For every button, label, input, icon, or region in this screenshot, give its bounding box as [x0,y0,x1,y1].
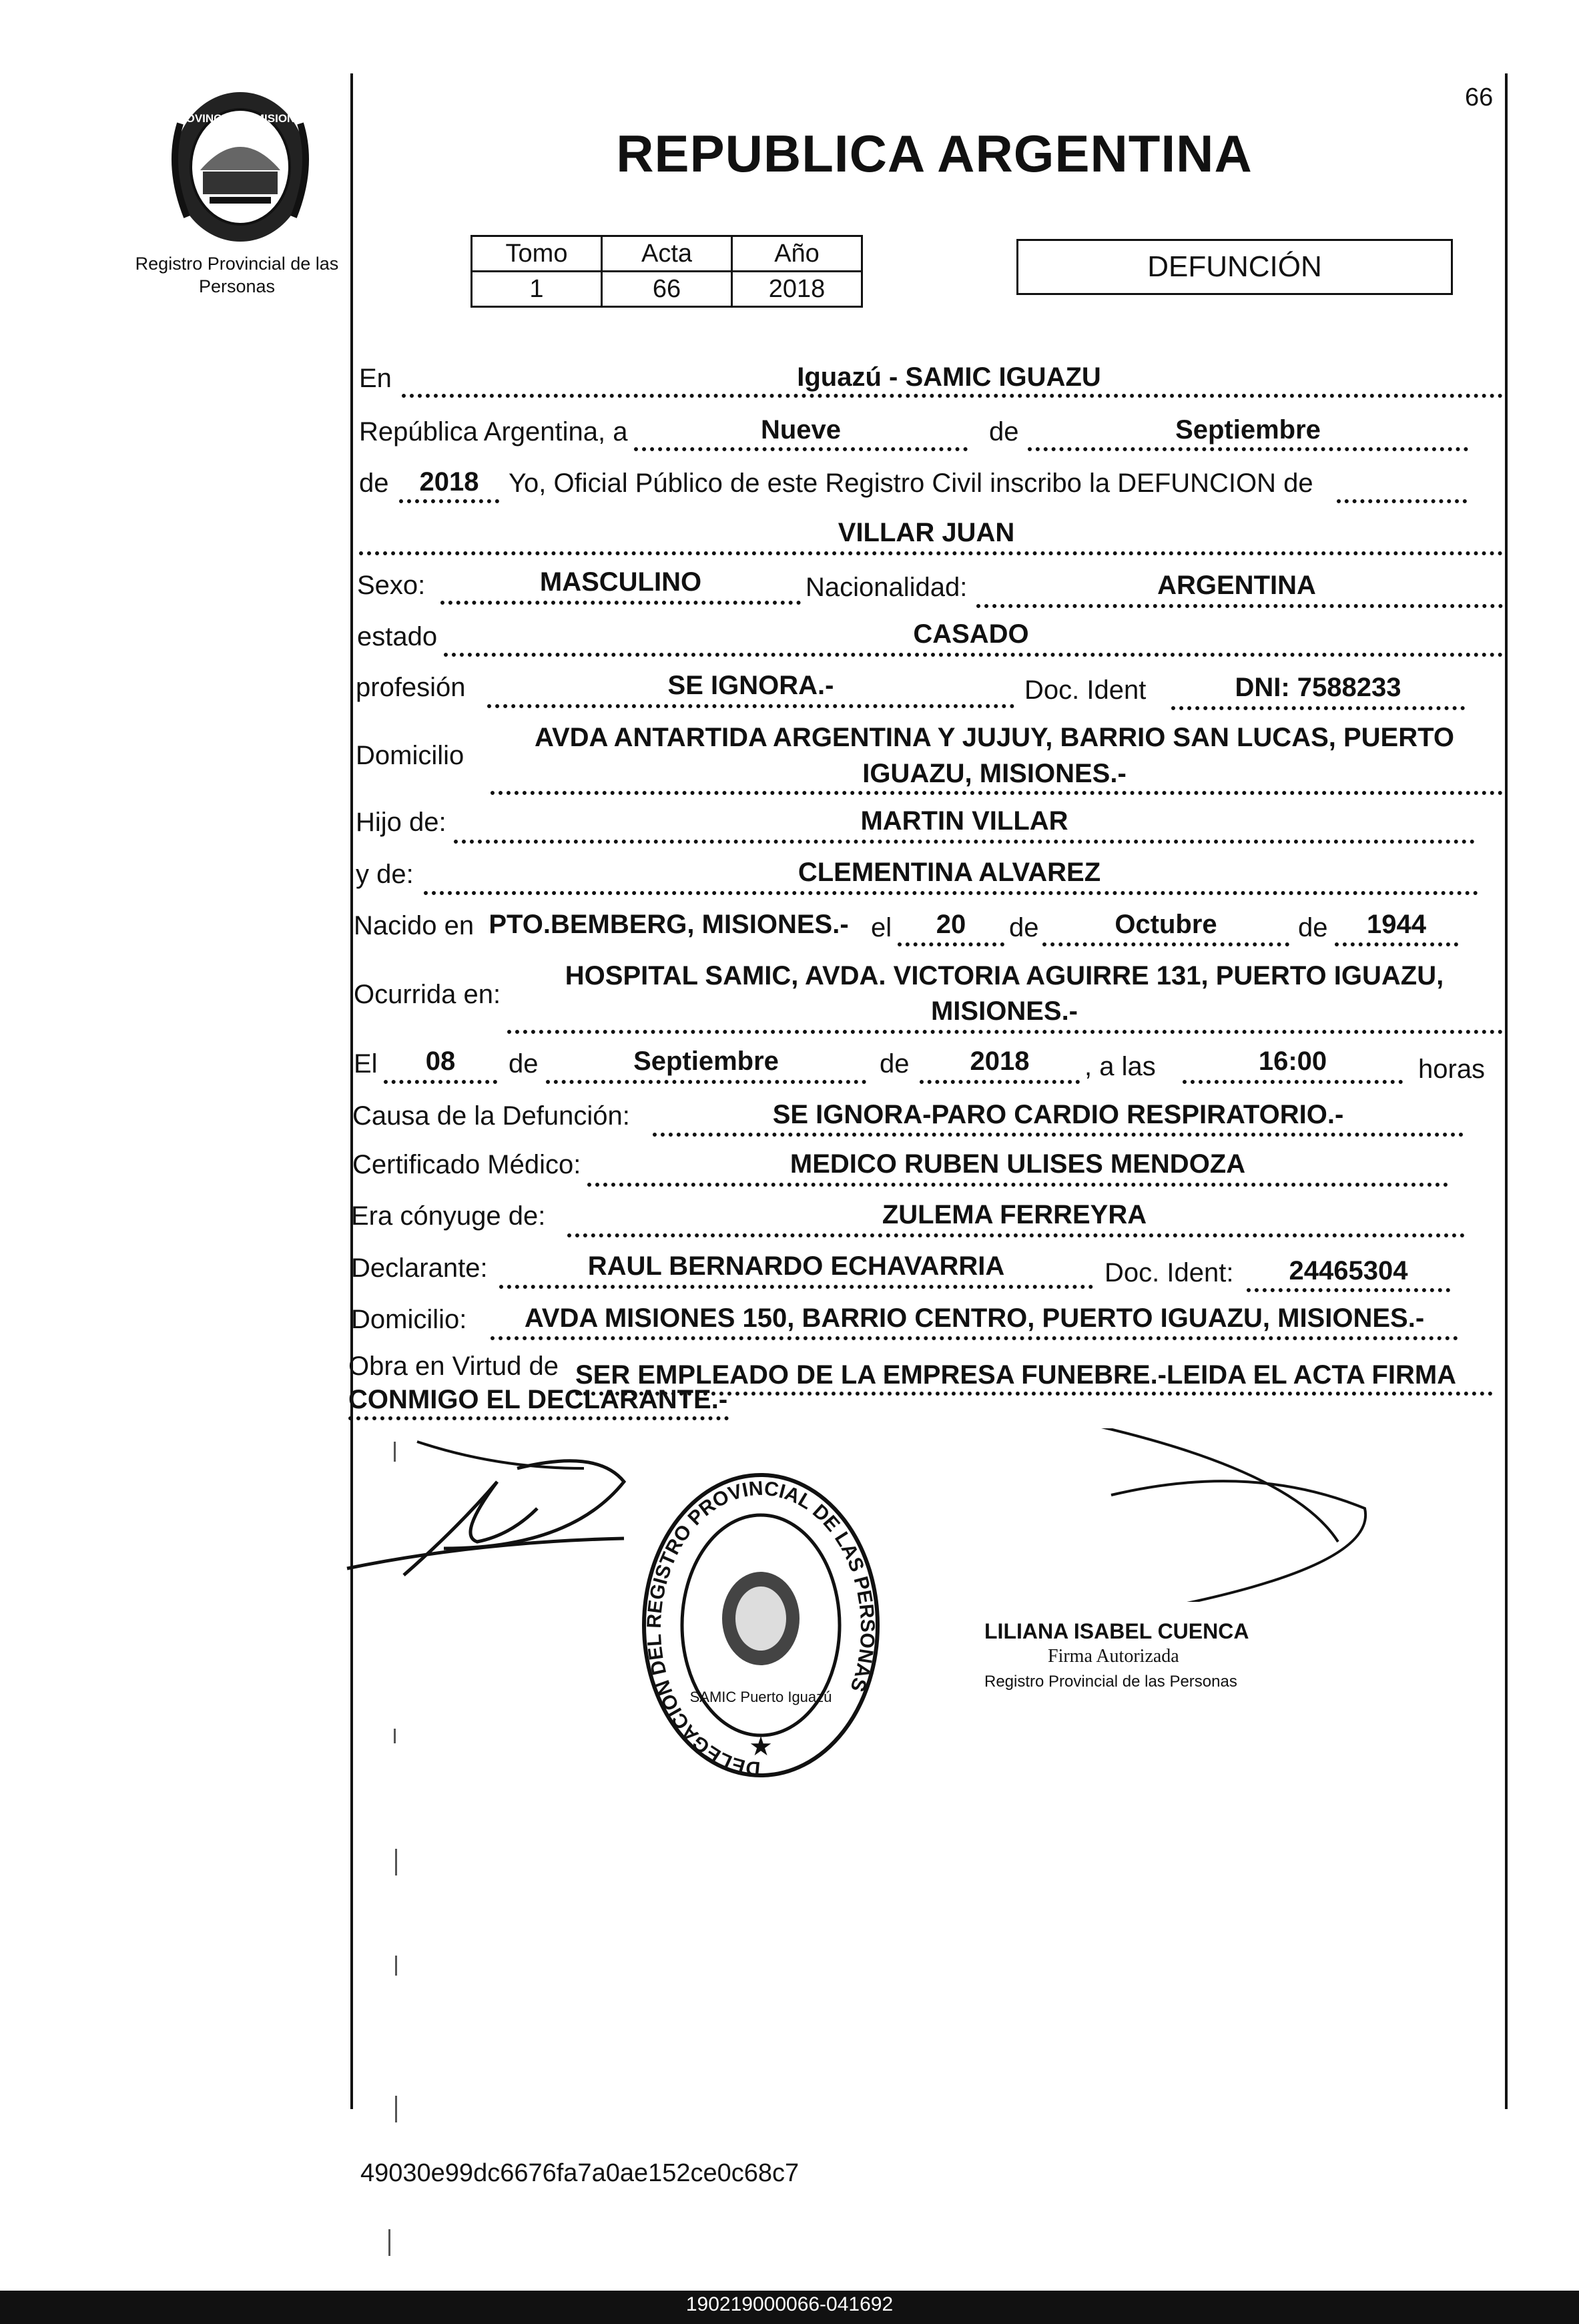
dotted-line [898,942,1004,946]
stamp-ring-text: DELEGACION DEL REGISTRO PROVINCIAL DE LAS PERSONAS [643,1477,879,1780]
muerte-de1-label: de [509,1049,539,1079]
dotted-line [454,840,1475,844]
nacionalidad-label: Nacionalidad: [806,573,968,602]
dotted-line [402,394,1503,398]
estado-label: estado [357,622,438,651]
en-label: En [359,364,392,393]
domicilio-line2-value: IGUAZU, MISIONES.- [862,759,1127,788]
causa-label: Causa de la Defunción: [352,1101,630,1131]
header-tomo: Tomo [472,236,602,272]
nacido-el-label: el [871,913,892,942]
header-acta: Acta [602,236,732,272]
record-table-header-row [472,236,862,272]
dotted-line [920,1080,1080,1084]
muerte-de2-label: de [880,1049,910,1079]
nacido-lugar-value: PTO.BEMBERG, MISIONES.- [489,910,849,939]
declarante-label: Declarante: [351,1253,488,1283]
year-value: 2018 [419,467,479,497]
scan-artifact [394,1729,396,1743]
scan-artifact [395,1956,397,1976]
muerte-dia-value: 08 [425,1047,456,1076]
day-word-value: Nueve [760,415,842,445]
domicilio-line1-value: AVDA ANTARTIDA ARGENTINA Y JUJUY, BARRIO SAN LUCAS, PUERTO [535,723,1454,752]
dotted-line [399,499,499,503]
causa-value: SE IGNORA-PARO CARDIO RESPIRATORIO.- [772,1100,1344,1129]
record-table [470,235,863,308]
dotted-line [507,1030,1503,1034]
dotted-line [440,601,801,605]
dotted-line [546,1080,866,1084]
page-title: REPUBLICA ARGENTINA [616,124,1253,183]
nacido-dia-value: 20 [936,910,966,939]
hora-value: 16:00 [1258,1047,1327,1076]
nacido-label: Nacido en [354,911,475,940]
conyuge-value: ZULEMA FERREYRA [882,1200,1147,1229]
doc-value: DNI: 7588233 [1235,673,1401,702]
dotted-line [634,447,968,451]
nacido-de2-label: de [1298,913,1328,942]
dotted-line [348,1416,729,1420]
scan-artifact [395,1849,397,1875]
registry-caption: Registro Provincial de las Personas [135,254,339,296]
nacido-de1-label: de [1009,913,1039,942]
svg-text:★: ★ [749,1731,773,1762]
signature-block [984,1619,1305,1695]
dotted-line [1028,447,1468,451]
dotted-line [587,1183,1448,1187]
domicilio2-label: Domicilio: [351,1305,467,1334]
alas-label: , a las [1084,1052,1156,1081]
profesion-value: SE IGNORA.- [667,671,834,700]
scan-artifact [388,2229,390,2256]
dotted-line [384,1080,497,1084]
document-code: 49030e99dc6676fa7a0ae152ce0c68c7 [360,2159,800,2187]
value-acta: 66 [602,272,732,307]
muerte-mes-value: Septiembre [633,1047,779,1076]
value-anio: 2018 [732,272,862,307]
estado-value: CASADO [913,619,1029,649]
dotted-line [567,1233,1465,1237]
page-number: 66 [1465,83,1494,111]
dotted-line [1247,1288,1450,1292]
ocurrida-label: Ocurrida en: [354,980,501,1009]
padre-value: MARTIN VILLAR [860,806,1068,836]
official-stamp [637,1468,884,1782]
doc2-label: Doc. Ident: [1104,1258,1234,1287]
month-value: Septiembre [1175,415,1321,445]
madre-value: CLEMENTINA ALVAREZ [798,858,1101,887]
dotted-line [491,1336,1458,1340]
inscribo-text: Yo, Oficial Público de este Registro Civil inscribo la DEFUNCION de [509,469,1313,498]
doc-label: Doc. Ident [1024,675,1147,705]
footer-code: 190219000066-041692 [685,2293,894,2315]
dotted-line [1337,499,1467,503]
muerte-anio-value: 2018 [970,1047,1030,1076]
sexo-label: Sexo: [357,571,426,600]
dotted-line [1335,942,1458,946]
dotted-line [499,1285,1093,1289]
header-anio: Año [732,236,862,272]
profesion-label: profesión [356,673,466,702]
stamp-inner-text: SAMIC Puerto Iguazú [689,1689,832,1705]
republica-label: República Argentina, a [359,417,628,447]
certificado-value: MEDICO RUBEN ULISES MENDOZA [790,1149,1246,1179]
nacido-mes-value: Octubre [1115,910,1217,939]
sexo-value: MASCULINO [539,567,702,597]
scan-artifact [395,2096,397,2122]
value-tomo: 1 [472,272,602,307]
hijo-label: Hijo de: [356,808,446,837]
ocurrida-line2-value: MISIONES.- [930,996,1078,1026]
domicilio2-value: AVDA MISIONES 150, BARRIO CENTRO, PUERTO IGUAZU, MISIONES.- [524,1303,1425,1333]
scan-artifact [394,1442,396,1462]
dotted-line [424,891,1478,895]
dotted-line [1171,706,1465,710]
dotted-line [359,551,1503,555]
de-label: de [989,417,1019,447]
deceased-name-value: VILLAR JUAN [838,518,1015,547]
yde-label: y de: [356,860,414,889]
left-margin-line [350,73,353,2109]
year-prefix-label: de [359,469,389,498]
nacido-anio-value: 1944 [1367,910,1426,939]
place-value: Iguazú - SAMIC IGUAZU [797,362,1101,392]
dotted-line [487,704,1014,708]
nacionalidad-value: ARGENTINA [1157,571,1316,600]
ocurrida-line1-value: HOSPITAL SAMIC, AVDA. VICTORIA AGUIRRE 131, PUERTO IGUAZU, [565,961,1444,990]
conyuge-label: Era cónyuge de: [351,1201,546,1231]
record-type-box: DEFUNCIÓN [1016,239,1453,295]
dotted-line [653,1133,1464,1137]
record-table-value-row [472,272,862,307]
dotted-line [1042,942,1289,946]
right-margin-line [1505,73,1508,2109]
domicilio-label: Domicilio [356,741,464,770]
obra-line2-value: CONMIGO EL DECLARANTE.- [348,1385,728,1414]
certificado-label: Certificado Médico: [352,1150,581,1179]
obra-label: Obra en Virtud de [348,1352,559,1381]
horas-label: horas [1418,1055,1486,1084]
emblem-text: PROVINCIA DE MISIONES [170,112,311,125]
dotted-line [444,653,1503,657]
dotted-line [1183,1080,1403,1084]
signatory-org: Registro Provincial de las Personas [984,1673,1237,1691]
signatory-role: Firma Autorizada [1048,1646,1179,1667]
signatory-name: LILIANA ISABEL CUENCA [984,1619,1249,1643]
declarante-value: RAUL BERNARDO ECHAVARRIA [587,1251,1005,1281]
obra-line1-value: SER EMPLEADO DE LA EMPRESA FUNEBRE.-LEIDA EL ACTA FIRMA [575,1360,1457,1390]
el2-label: El [354,1049,378,1079]
misiones-emblem [160,83,320,247]
dotted-line [976,604,1503,608]
dotted-line [491,791,1503,795]
doc2-value: 24465304 [1289,1256,1408,1285]
